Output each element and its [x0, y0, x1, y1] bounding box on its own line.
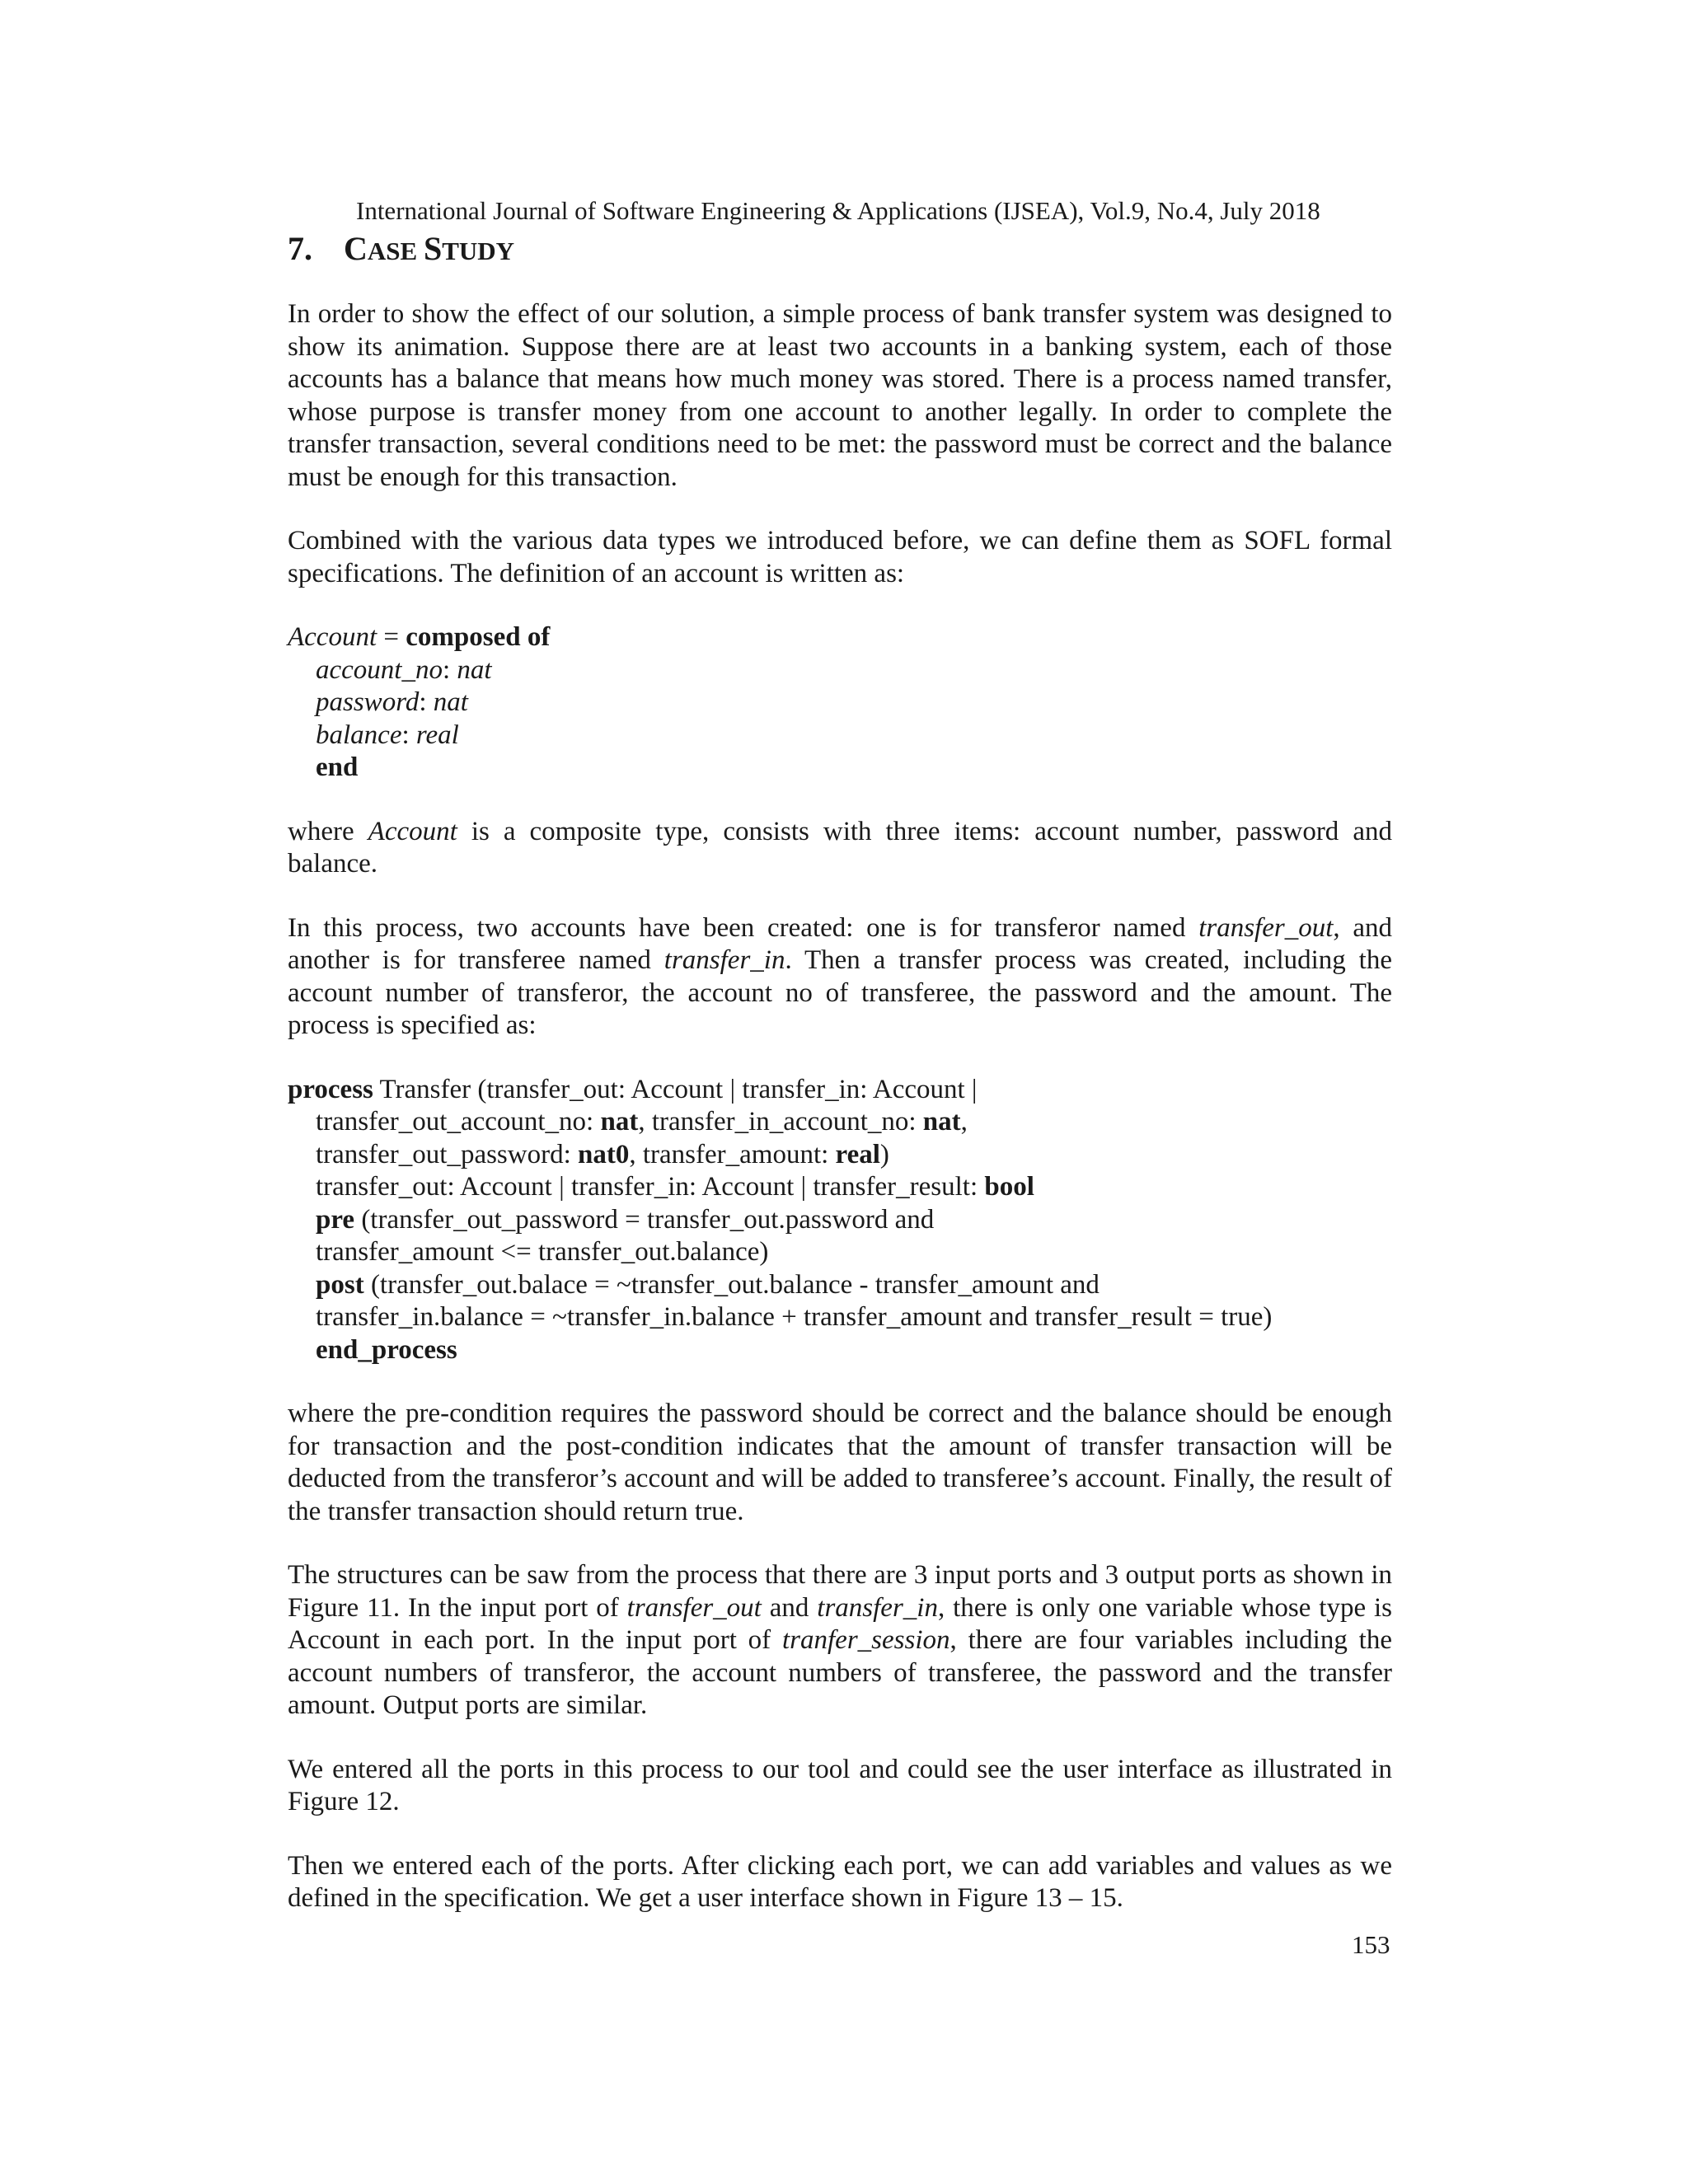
text-run: ): [879, 1139, 889, 1169]
text-run: transfer_out_password:: [316, 1139, 579, 1169]
account-field-password: [288, 687, 1392, 719]
text-run-italic: tranfer_session: [782, 1625, 950, 1655]
text-run: , there are four variables including the account numbers of transferor, the account numbers of transferee, the password and the transfer amount. Output ports are similar.: [288, 1625, 1392, 1720]
text-run: transfer_out_account_no:: [316, 1107, 601, 1137]
account-field-balance: [288, 719, 1392, 752]
process-line-7: [288, 1269, 1392, 1302]
process-line-6: transfer_amount <= transfer_out.balance): [316, 1237, 769, 1267]
text-run-italic: transfer_in: [663, 945, 785, 975]
type-keyword: nat: [922, 1107, 961, 1137]
section-title-tudy: TUDY: [442, 237, 515, 265]
process-line-9: [288, 1334, 1392, 1367]
section-number: 7.: [288, 230, 312, 267]
paragraph-figures: Then we entered each of the ports. After clicking each port, we can add variables and values as we defined in the specification. We get a user interface shown in Figure 13 – 15.: [288, 1850, 1392, 1913]
composed-of-keyword: composed of: [406, 622, 551, 652]
text-run: is a composite type, consists with three items: account number, password and balance.: [288, 816, 1392, 879]
type-keyword: bool: [984, 1172, 1034, 1202]
section-heading: [288, 229, 514, 271]
paragraph-process-intro: [288, 912, 1392, 1043]
process-line-4: [288, 1171, 1392, 1204]
section-title-c: C: [344, 230, 368, 267]
process-line-1: [288, 1074, 1392, 1107]
process-keyword: process: [288, 1074, 373, 1104]
text-run: The structures can be saw from the process that there are 3 input ports and 3 output ports as shown in Figure 11. In the input port of: [288, 1560, 1392, 1623]
account-field-account-no: [288, 654, 1392, 687]
text-run: where: [288, 816, 368, 846]
paragraph-sofl-definition: Combined with the various data types we introduced before, we can define them as SOFL formal specifications. The definition of an account is written as:: [288, 526, 1392, 588]
process-specification: [288, 1074, 1392, 1367]
field-name: password: [316, 687, 420, 717]
type-keyword: nat: [600, 1107, 639, 1137]
text-run: , transfer_amount:: [629, 1139, 836, 1169]
process-line-8: transfer_in.balance = ~transfer_in.balance + transfer_amount and transfer_result = true): [316, 1302, 1273, 1332]
field-type: real: [415, 719, 459, 750]
text-run-italic: Account: [368, 816, 457, 846]
process-line-5: [288, 1204, 1392, 1237]
text-run: ,: [960, 1107, 968, 1137]
text-run: and: [761, 1592, 818, 1623]
pre-keyword: pre: [316, 1204, 355, 1235]
field-colon: :: [419, 687, 434, 717]
text-run-italic: transfer_in: [817, 1592, 938, 1623]
text-run: transfer_out: Account | transfer_in: Account | transfer_result:: [316, 1172, 985, 1202]
end-keyword: end: [316, 752, 359, 782]
body-content: [288, 298, 1392, 1915]
page-number: 153: [1352, 1930, 1390, 1959]
account-spec-line-1: [288, 621, 1392, 654]
text-run: (transfer_out.balace = ~transfer_out.balance - transfer_amount and: [363, 1269, 1100, 1300]
account-spec-end: [288, 752, 1392, 785]
text-run: (transfer_out_password = transfer_out.password and: [354, 1204, 935, 1235]
paragraph-account-explanation: [288, 816, 1392, 881]
field-type: nat: [457, 654, 492, 685]
field-colon: :: [442, 654, 457, 685]
text-run: , and another is for transferee named: [288, 912, 1393, 975]
field-colon: :: [401, 719, 416, 750]
text-run: . Then a transfer process was created, including the account number of transferor, the account no of transferee, the password and the amount. The process is specified as:: [288, 945, 1392, 1040]
type-keyword: real: [835, 1139, 880, 1169]
text-run: Transfer (transfer_out: Account | transfer_in: Account |: [373, 1074, 978, 1104]
equals-sign: =: [377, 622, 406, 652]
text-run: , there is only one variable whose type is Account in each port. In the input port of: [288, 1592, 1392, 1655]
paragraph-conditions: where the pre-condition requires the password should be correct and the balance should be enough for transaction and the post-condition indicates that the amount of transfer transaction will be deducted from the transferor’s account and will be added to transferee’s account. Finally, the result of the transfer transaction should return true.: [288, 1399, 1392, 1526]
process-line-2: [288, 1106, 1392, 1139]
end-process-keyword: end_process: [316, 1334, 457, 1365]
running-header: International Journal of Software Engineering & Applications (IJSEA), Vol.9, No.4, July 2018: [356, 196, 1320, 225]
text-run-italic: transfer_out: [1198, 912, 1334, 943]
account-type-name: Account: [288, 622, 377, 652]
text-run: In this process, two accounts have been created: one is for transferor named: [288, 912, 1199, 943]
field-name: balance: [316, 719, 402, 750]
paragraph-tool-entry: We entered all the ports in this process to our tool and could see the user interface as illustrated in Figure 12.: [288, 1754, 1392, 1816]
paragraph-ports: [288, 1559, 1392, 1722]
text-run-italic: transfer_out: [626, 1592, 762, 1623]
type-keyword: nat0: [578, 1139, 630, 1169]
field-name: account_no: [316, 654, 443, 685]
field-type: nat: [433, 687, 468, 717]
process-line-3: [288, 1139, 1392, 1172]
section-title-ase: ASE: [367, 237, 424, 265]
text-run: , transfer_in_account_no:: [638, 1107, 923, 1137]
paragraph-intro: In order to show the effect of our solution, a simple process of bank transfer system was designed to show its animation. Suppose there are at least two accounts in a banking system, each of those accounts has a balance that means how much money was stored. There is a process named transfer, whose purpose is transfer money from one account to another legally. In order to complete the transfer transaction, several conditions need to be met: the password must be correct and the balance must be enough for this transaction.: [288, 299, 1392, 492]
account-specification: [288, 621, 1392, 785]
post-keyword: post: [316, 1269, 364, 1300]
section-title-s: S: [423, 230, 443, 267]
